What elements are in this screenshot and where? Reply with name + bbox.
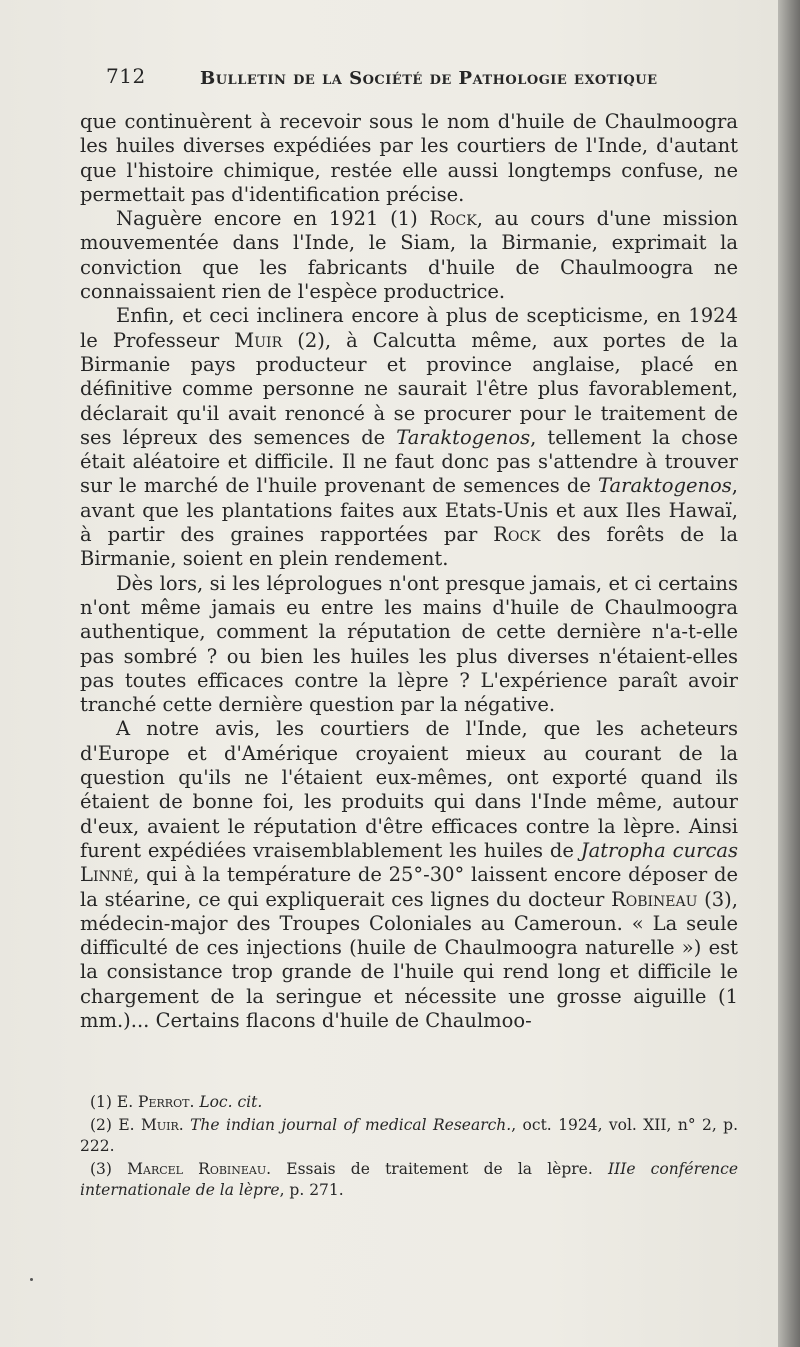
footnotes bbox=[80, 1092, 738, 1203]
paragraph-text: des forêts de la Birmanie, soient en plein rendement. bbox=[80, 523, 738, 571]
footnote bbox=[80, 1159, 738, 1201]
paragraph-text: Naguère encore en 1921 (1) bbox=[116, 207, 430, 231]
footnote-number: (3) bbox=[90, 1160, 128, 1178]
author-name: Marcel Robineau bbox=[127, 1160, 267, 1178]
paragraph-text: (2), à Calcutta même, aux portes de la Birmanie pays producteur et province anglaise, placé en définitive comme personne ne saurait l'être plus favorablement, déclarait qu'il avait renoncé à se procurer pour le traitement de ses lépreux des semences de bbox=[80, 328, 738, 449]
citation-title: Loc. cit. bbox=[199, 1093, 263, 1111]
page-edge bbox=[778, 0, 800, 1347]
paragraph bbox=[80, 110, 738, 207]
author-name: Robineau bbox=[611, 887, 698, 911]
paragraph-text: , au cours d'une mission mouvementée dans l'Inde, le Siam, la Birmanie, exprimait la conviction que les fabricants d'huile de Chaulmoogra ne connaissaient rien de l'espèce productrice. bbox=[80, 207, 738, 304]
author-name: Rock bbox=[429, 207, 477, 231]
paragraph bbox=[80, 207, 738, 304]
page-header bbox=[96, 58, 656, 98]
citation-title: IIIe conférence internationale de la lèpre bbox=[80, 1160, 739, 1199]
paragraph-text: (3), médecin-major des Troupes Coloniales au Cameroun. « La seule difficulté de ces injections (huile de Chaulmoogra naturelle ») est la consistance trop grande de l'huile qui rend long et difficile le chargement de la seringue et nécessite une grosse aiguille (1 mm.)... Certains flacons d'huile de Chaulmoo- bbox=[80, 887, 738, 1032]
page-number: 712 bbox=[106, 64, 146, 88]
paragraph-text: Enfin, et ceci inclinera encore à plus de scepticisme, en 1924 le Professeur bbox=[80, 304, 738, 352]
paragraph-text: , avant que les plantations faites aux Etats-Unis et aux Iles Hawaï, à partir des graines rapportées par bbox=[80, 474, 738, 547]
footnote bbox=[80, 1092, 738, 1113]
citation-title: The indian journal of medical Research. bbox=[190, 1116, 512, 1134]
running-title: Bulletin de la Société de Pathologie exotique bbox=[200, 68, 658, 89]
paragraph-text: A notre avis, les courtiers de l'Inde, que les acheteurs d'Europe et d'Amérique croyaient mieux au courant de la question qu'ils ne l'étaient eux-mêmes, ont exporté quand ils étaient de bonne foi, les produits qui dans l'Inde même, autour d'eux, avaient le réputation d'être efficaces contre la lèpre. Ainsi furent expédiées vraisemblablement les huiles de bbox=[80, 717, 738, 862]
footnote-text: . bbox=[189, 1093, 200, 1111]
footnote-text: , oct. 1924, vol. XII, n° 2, p. 222. bbox=[80, 1116, 739, 1155]
taxon-name: Taraktogenos bbox=[598, 474, 732, 498]
author-name: E. Muir bbox=[118, 1116, 179, 1134]
taxon-name: Jatropha curcas bbox=[580, 838, 739, 862]
paragraph bbox=[80, 717, 738, 1033]
author-name: E. Perrot bbox=[116, 1093, 190, 1111]
footnote-text: , p. 271. bbox=[279, 1181, 344, 1199]
footnote-text: . Essais de traitement de la lèpre. bbox=[266, 1160, 608, 1178]
author-name: Muir bbox=[234, 328, 283, 352]
paragraph-text: , qui à la température de 25°-30° laissent encore déposer de la stéarine, ce qui expliquerait ces lignes du docteur bbox=[80, 863, 738, 911]
footnote-text: . bbox=[178, 1116, 191, 1134]
paragraph-text: , tellement la chose était aléatoire et difficile. Il ne faut donc pas s'attendre à trouver sur le marché de l'huile provenant de semences de bbox=[80, 425, 738, 498]
paragraph-text: Dès lors, si les léprologues n'ont presque jamais, et ci certains n'ont même jamais eu entre les mains d'huile de Chaulmoogra authentique, comment la réputation de cette dernière n'a-t-elle pas sombré ? ou bien les huiles les plus diverses n'étaient-elles pas toutes efficaces contre la lèpre ? L'expérience paraît avoir tranché cette dernière question par la négative. bbox=[80, 571, 738, 717]
body-text bbox=[80, 110, 738, 1033]
paragraph-text: que continuèrent à recevoir sous le nom d'huile de Chaulmoogra les huiles diverses expédiées par les courtiers de l'Inde, d'autant que l'histoire chimique, restée elle aussi longtemps confuse, ne permettait pas d'identification précise. bbox=[80, 110, 738, 206]
speck-mark bbox=[30, 1278, 33, 1281]
paragraph bbox=[80, 304, 738, 571]
author-name: Linné bbox=[80, 863, 134, 887]
paragraph bbox=[80, 572, 738, 718]
footnote-number: (1) bbox=[90, 1093, 117, 1111]
footnote-number: (2) bbox=[90, 1116, 119, 1134]
taxon-name: Taraktogenos bbox=[396, 425, 531, 449]
footnote bbox=[80, 1115, 738, 1157]
author-name: Rock bbox=[493, 523, 541, 547]
